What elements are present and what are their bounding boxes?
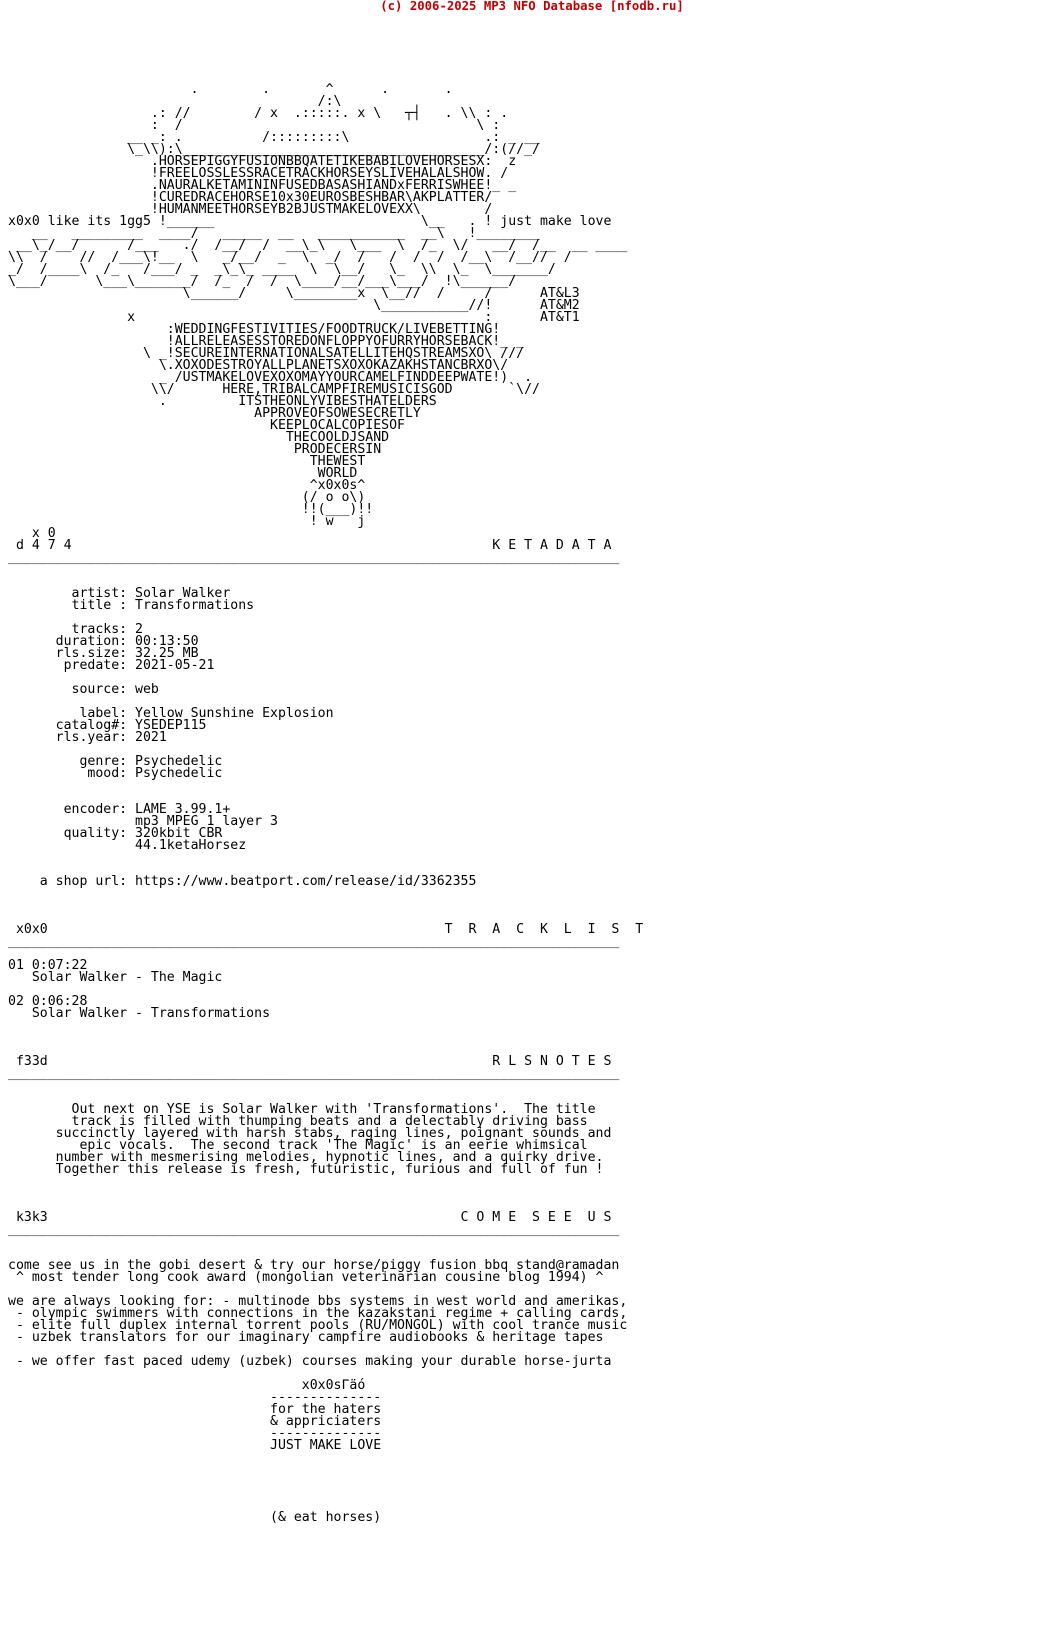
nfo-text: . . ^ . . /:\ .: // / x .:::::. x \ ┬┤ . \\ : . : / \ : __ _: . /:::::::::\ .: _ __ \_\\):\______________________________________/:(//_/ .HORSEPIGGYFUSIONBBQATETIKEBABILOVEHORSESX: z !FREELOSSLESSRACETRACKHORSEYSLIVEHALALSHOW. / .NAURALKETAMININFUSEDBASASHIANDxFERRISWHEE!_ _ !CUREDRACEHORSE10x30EUROSBESHBAR\AKPLATTER/ !HUMANMEETHORSEYB2BJUSTMAKELOVEXX\ / x0x0 like its 1gg5 !______ \__ . ! just make love __ _________ ____/ _____ __ ___________ __\ !________ __\_/__/ /___ ./ /__/ / __\_\ \___ \ /_ \/ __/ /__ __ ____ \\ / // /___\!__ \ _/__/ _ \ _/ / / / / /__\ /__// / _/ /____\ /_ /___/ _ _\_\_ ____ \ \__/ \_ \\ \_ \_______/ \___/ \___\_______/ /_ / / \____/__/___\___/ !\______/ \______/ \________x \__// / / AT&L3 \___________//! AT&M2 x : AT&T1 :WEDDINGFESTIVITIES/FOODTRUCK/LIVEBETTING! !ALLRELEASESSTOREDONFLOPPYOFURRYHORSEBACK!_ _ \ _!SECUREINTERNATIONALSATELLITEHQSTREAMSXO\ /// \.XOXODESTROYALLPLANETSXOXOKAZAKHSTANCBRXO\/ _ /USTMAKELOVEXOXOMAYYOURCAMELFINDDEEPWATE!) . \\/ HERE,TRIBALCAMPFIREMUSICISGOD `\// . ITSTHEONLYVIBESTHATELDERS APPROVEOFSOWESECRETLY KEEPLOCALCOPIESOF THECOOLDJSAND PRODECERSIN THEWEST WORLD ^x0x0s^ (/ o o\) !!(___)!! ! w j x 0 d 4 7 4 K E T A D A T A _____________________________________________________________________________ artist: Solar Walker title : Transformations tracks: 2 duration: 00:13:50 rls.size: 32.25 MB predate: 2021-05-21 source: web label: Yellow Sunshine Explosion catalog#: YSEDEP115 rls.year: 2021 genre: Psychedelic mood: Psychedelic encoder: LAME 3.99.1+ mp3 MPEG 1 layer 3 quality: 320kbit CBR 44.1ketaHorsez a shop url: https://www.beatport.com/release/id/3362355 x0x0 T R A C K L I S T _____________________________________________________________________________ 01 0:07:22 Solar Walker - The Magic 02 0:06:28 Solar Walker - Transformations f33d R L S N O T E S _____________________________________________________________________________ Out next on YSE is Solar Walker with 'Transformations'. The title track is filled with thumping beats and a delectably driving bass succinctly layered with harsh stabs, raging lines, poignant sounds and epic vocals. The second track 'The Magic' is an eerie whimsical number with mesmerising melodies, hypnotic lines, and a quirky drive. Together this release is fresh, futuristic, furious and full of fun ! k3k3 C O M E S E E U S _____________________________________________________________________________ come see us in the gobi desert & try our horse/piggy fusion bbq stand@ramadan ^ most tender long cook award (mongolian veterinarian cousine blog 1994) ^ we are always looking for: - multinode bbs systems in west world and amerikas, - olympic swimmers with connections in the kazakstani regime + calling cards, - elite full duplex internal torrent pools (RU/MONGOL) with cool trance music - uzbek translators for our imaginary campfire audiobooks & heritage tapes - we offer fast paced udemy (uzbek) courses making your durable horse-jurta x0x0sΓäó -------------- for the haters & appriciaters -------------- JUST MAKE LOVE (& eat horses)	[8, 82, 644, 1525]
page-header: (c) 2006-2025 MP3 NFO Database [nfodb.ru]	[380, 0, 684, 13]
